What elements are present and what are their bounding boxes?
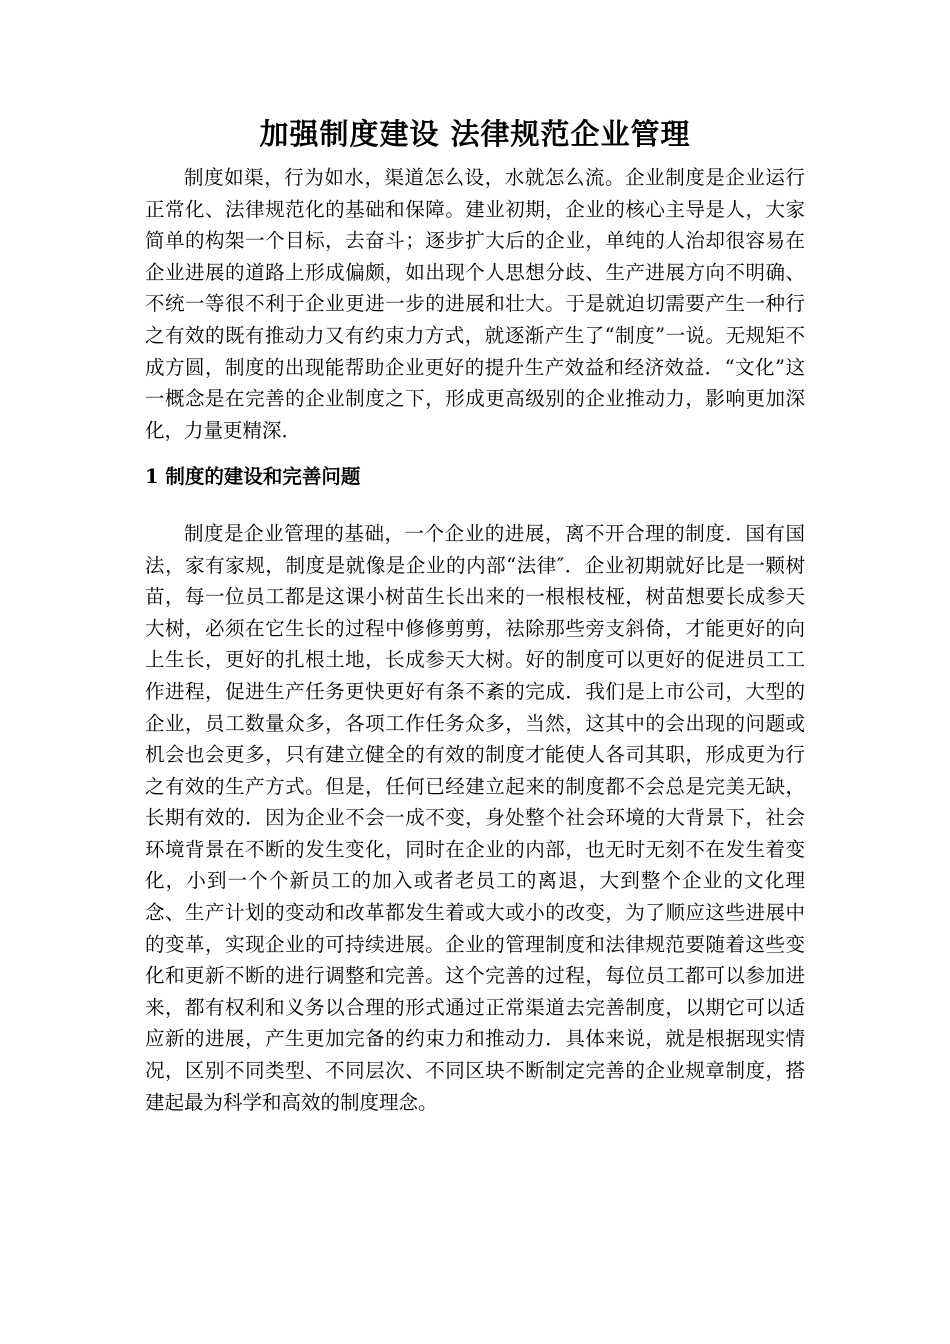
document-page [145,112,805,1118]
intro-paragraph: 制度如渠，行为如水，渠道怎么设，水就怎么流。企业制度是企业运行正常化、法律规范化的基础和保障。建业初期，企业的核心主导是人，大家简单的构架一个目标，去奋斗；逐步扩大后的企业，单纯的人治却很容易在企业进展的道路上形成偏颇，如出现个人思想分歧、生产进展方向不明确、不统一等很不利于企业更进一步的进展和壮大。于是就迫切需要产生一种行之有效的既有推动力又有约束力方式，就逐渐产生了“制度”一说。无规矩不成方圆，制度的出现能帮助企业更好的提升生产效益和经济效益．“文化”这一概念是在完善的企业制度之下，形成更高级别的企业推动力，影响更加深化，力量更精深． [145,166,805,442]
section-heading: 1 制度的建设和完善问题 [145,465,361,489]
section-body-paragraph: 制度是企业管理的基础，一个企业的进展，离不开合理的制度．国有国法，家有家规，制度是就像是企业的内部“法律″．企业初期就好比是一颗树苗，每一位员工都是这课小树苗生长出来的一根根枝桠，树苗想要长成参天大树，必须在它生长的过程中修修剪剪，祛除那些旁支斜倚，才能更好的向上生长，更好的扎根土地，长成参天大树。好的制度可以更好的促进员工工作进程，促进生产任务更快更好有条不紊的完成．我们是上市公司，大型的企业，员工数量众多，各项工作任务众多，当然，这其中的会出现的问题或机会也会更多，只有建立健全的有效的制度才能使人各司其职，形成更为行之有效的生产方式。但是，任何已经建立起来的制度都不会总是完美无缺，长期有效的．因为企业不会一成不变，身处整个社会环境的大背景下，社会环境背景在不断的发生变化，同时在企业的内部，也无时无刻不在发生着变化，小到一个个新员工的加入或者老员工的离退，大到整个企业的文化理念、生产计划的变动和改革都发生着或大或小的改变，为了顺应这些进展中的变革，实现企业的可持续进展。企业的管理制度和法律规范要随着这些变化和更新不断的进行调整和完善。这个完善的过程，每位员工都可以参加进来，都有权利和义务以合理的形式通过正常渠道去完善制度，以期它可以适应新的进展，产生更加完备的约束力和推动力．具体来说，就是根据现实情况，区别不同类型、不同层次、不同区块不断制定完善的企业规章制度，搭建起最为科学和高效的制度理念。 [145,521,805,1114]
document-title: 加强制度建设 法律规范企业管理 [259,117,691,151]
